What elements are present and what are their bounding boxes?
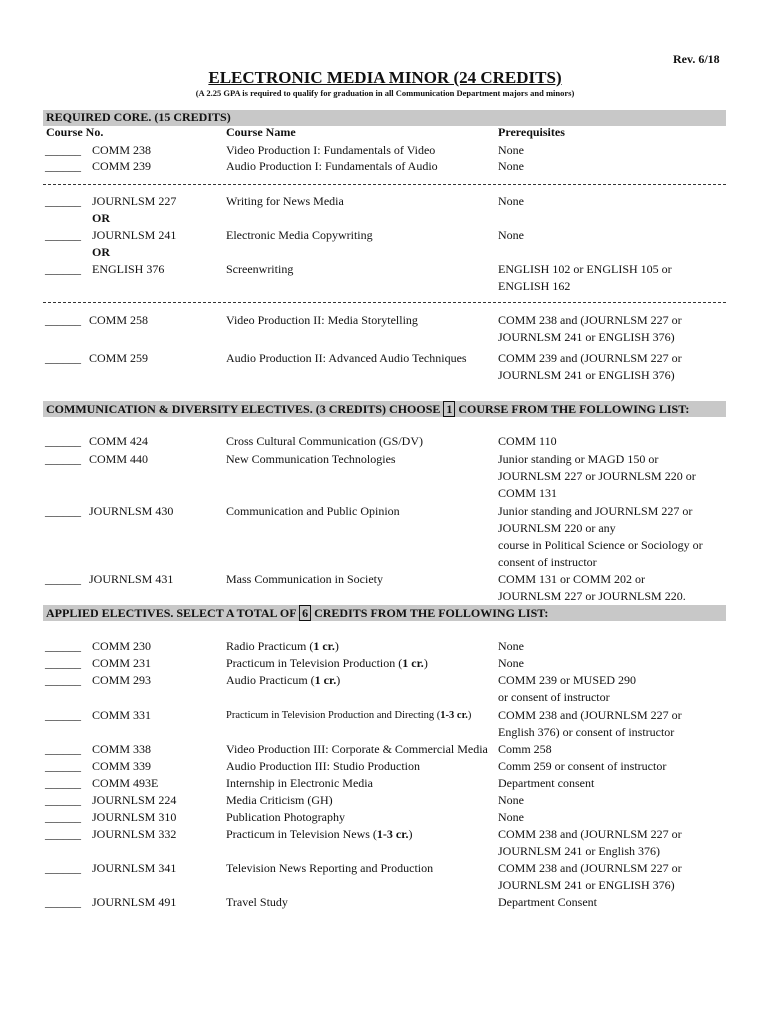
gpa-note: (A 2.25 GPA is required to qualify for graduation in all Communication Department majors and minors) <box>195 88 575 98</box>
checkbox-blank[interactable]: ______ <box>45 572 81 586</box>
course-name: Audio Production II: Advanced Audio Techniques <box>226 351 467 365</box>
prerequisite: COMM 238 and (JOURNLSM 227 or <box>498 861 682 875</box>
checkbox-blank[interactable]: ______ <box>45 228 81 242</box>
prerequisite: English 376) or consent of instructor <box>498 725 675 739</box>
prerequisite: COMM 110 <box>498 434 557 448</box>
prerequisite: JOURNLSM 227 or JOURNLSM 220 or <box>498 469 696 483</box>
course-name: Audio Practicum (1 cr.) <box>226 673 341 687</box>
course-name: Video Production I: Fundamentals of Video <box>226 143 436 157</box>
checkbox-blank[interactable]: ______ <box>45 742 81 756</box>
prerequisite: COMM 131 <box>498 486 558 500</box>
checkbox-blank[interactable]: ______ <box>45 159 81 173</box>
course-name: Publication Photography <box>226 810 345 824</box>
course-number: JOURNLSM 241 <box>92 228 177 242</box>
prerequisite: Junior standing or MAGD 150 or <box>498 452 659 466</box>
or-label: OR <box>92 245 110 259</box>
prerequisite: None <box>498 228 524 242</box>
applied-heading-pre: APPLIED ELECTIVES. SELECT A TOTAL OF <box>46 606 300 620</box>
prerequisite: None <box>498 159 524 173</box>
prerequisite: JOURNLSM 227 or JOURNLSM 220. <box>498 589 686 603</box>
applied-heading-post: CREDITS FROM THE FOLLOWING LIST: <box>311 606 549 620</box>
page-title: ELECTRONIC MEDIA MINOR (24 CREDITS) <box>208 68 562 87</box>
course-number: COMM 239 <box>92 159 152 173</box>
diversity-heading-pre: COMMUNICATION & DIVERSITY ELECTIVES. (3 CREDITS) CHOOSE <box>46 402 444 416</box>
divider <box>43 184 726 185</box>
prerequisite: Department Consent <box>498 895 597 909</box>
checkbox-blank[interactable]: ______ <box>45 708 81 722</box>
required-core-heading: REQUIRED CORE. (15 CREDITS) <box>46 110 231 124</box>
course-name: Internship in Electronic Media <box>226 776 373 790</box>
course-number: COMM 331 <box>92 708 152 722</box>
checkbox-blank[interactable]: ______ <box>45 776 81 790</box>
course-name: Practicum in Television News (1-3 cr.) <box>226 827 413 841</box>
course-number: JOURNLSM 227 <box>92 194 177 208</box>
revision-label: Rev. 6/18 <box>673 52 720 66</box>
applied-count-field[interactable]: 6 <box>299 605 311 621</box>
prerequisite: JOURNLSM 220 or any <box>498 521 616 535</box>
prerequisite: None <box>498 810 524 824</box>
applied-heading <box>46 606 548 621</box>
prerequisite: JOURNLSM 241 or ENGLISH 376) <box>498 368 675 382</box>
col-course-name: Course Name <box>226 125 296 139</box>
prerequisite: Junior standing and JOURNLSM 227 or <box>498 504 693 518</box>
checkbox-blank[interactable]: ______ <box>45 759 81 773</box>
course-name: Electronic Media Copywriting <box>226 228 373 242</box>
col-prerequisites: Prerequisites <box>498 125 565 139</box>
prerequisite: COMM 238 and (JOURNLSM 227 or <box>498 708 682 722</box>
course-name: Communication and Public Opinion <box>226 504 400 518</box>
checkbox-blank[interactable]: ______ <box>45 434 81 448</box>
prerequisite: COMM 238 and (JOURNLSM 227 or <box>498 313 682 327</box>
prerequisite: or consent of instructor <box>498 690 610 704</box>
course-number: COMM 231 <box>92 656 152 670</box>
course-name: Mass Communication in Society <box>226 572 383 586</box>
prerequisite: ENGLISH 162 <box>498 279 571 293</box>
course-name: Practicum in Television Production and Directing (1-3 cr.) <box>226 710 472 721</box>
course-number: JOURNLSM 224 <box>92 793 177 807</box>
course-number: COMM 259 <box>89 351 149 365</box>
checkbox-blank[interactable]: ______ <box>45 351 81 365</box>
course-number: COMM 440 <box>89 452 149 466</box>
prerequisite: COMM 131 or COMM 202 or <box>498 572 646 586</box>
checkbox-blank[interactable]: ______ <box>45 194 81 208</box>
course-number: JOURNLSM 341 <box>92 861 177 875</box>
prerequisite: course in Political Science or Sociology or <box>498 538 703 552</box>
course-name: Travel Study <box>226 895 288 909</box>
prerequisite: COMM 239 or MUSED 290 <box>498 673 637 687</box>
prerequisite: None <box>498 793 524 807</box>
course-name: New Communication Technologies <box>226 452 396 466</box>
course-name: Practicum in Television Production (1 cr.) <box>226 656 428 670</box>
course-number: COMM 493E <box>92 776 159 790</box>
prerequisite: COMM 238 and (JOURNLSM 227 or <box>498 827 682 841</box>
prerequisite: None <box>498 143 524 157</box>
col-course-no: Course No. <box>46 125 104 139</box>
checkbox-blank[interactable]: ______ <box>45 810 81 824</box>
course-name: Audio Production I: Fundamentals of Audio <box>226 159 438 173</box>
course-number: JOURNLSM 431 <box>89 572 174 586</box>
or-label: OR <box>92 211 110 225</box>
checkbox-blank[interactable]: ______ <box>45 793 81 807</box>
divider <box>43 302 726 303</box>
course-number: COMM 258 <box>89 313 149 327</box>
diversity-count-field[interactable]: 1 <box>443 401 455 417</box>
course-name: Video Production III: Corporate & Commercial Media <box>226 742 488 756</box>
course-name: Radio Practicum (1 cr.) <box>226 639 339 653</box>
prerequisite: Department consent <box>498 776 595 790</box>
course-number: COMM 339 <box>92 759 152 773</box>
diversity-heading-post: COURSE FROM THE FOLLOWING LIST: <box>455 402 690 416</box>
course-number: JOURNLSM 332 <box>92 827 177 841</box>
checkbox-blank[interactable]: ______ <box>45 262 81 276</box>
course-name: Cross Cultural Communication (GS/DV) <box>226 434 423 448</box>
checkbox-blank[interactable]: ______ <box>45 656 81 670</box>
course-name: Screenwriting <box>226 262 294 276</box>
checkbox-blank[interactable]: ______ <box>45 639 81 653</box>
checkbox-blank[interactable]: ______ <box>45 452 81 466</box>
prerequisite: JOURNLSM 241 or ENGLISH 376) <box>498 330 675 344</box>
course-name: Audio Production III: Studio Production <box>226 759 420 773</box>
checkbox-blank[interactable]: ______ <box>45 313 81 327</box>
prerequisite: None <box>498 656 524 670</box>
checkbox-blank[interactable]: ______ <box>45 673 81 687</box>
checkbox-blank[interactable]: ______ <box>45 861 81 875</box>
course-number: ENGLISH 376 <box>92 262 165 276</box>
prerequisite: consent of instructor <box>498 555 597 569</box>
course-number: JOURNLSM 310 <box>92 810 177 824</box>
prerequisite: ENGLISH 102 or ENGLISH 105 or <box>498 262 672 276</box>
prerequisite: Comm 258 <box>498 742 552 756</box>
prerequisite: None <box>498 194 524 208</box>
prerequisite: Comm 259 or consent of instructor <box>498 759 667 773</box>
prerequisite: COMM 239 and (JOURNLSM 227 or <box>498 351 682 365</box>
diversity-heading <box>46 402 689 417</box>
course-number: JOURNLSM 491 <box>92 895 177 909</box>
course-name: Writing for News Media <box>226 194 344 208</box>
course-number: COMM 238 <box>92 143 152 157</box>
course-number: COMM 424 <box>89 434 149 448</box>
checkbox-blank[interactable]: ______ <box>45 504 81 518</box>
course-name: Television News Reporting and Production <box>226 861 434 875</box>
prerequisite: None <box>498 639 524 653</box>
checkbox-blank[interactable]: ______ <box>45 895 81 909</box>
course-number: JOURNLSM 430 <box>89 504 174 518</box>
checkbox-blank[interactable]: ______ <box>45 143 81 157</box>
course-name: Media Criticism (GH) <box>226 793 333 807</box>
course-number: COMM 293 <box>92 673 152 687</box>
course-number: COMM 338 <box>92 742 152 756</box>
course-number: COMM 230 <box>92 639 152 653</box>
prerequisite: JOURNLSM 241 or English 376) <box>498 844 661 858</box>
course-name: Video Production II: Media Storytelling <box>226 313 418 327</box>
prerequisite: JOURNLSM 241 or ENGLISH 376) <box>498 878 675 892</box>
checkbox-blank[interactable]: ______ <box>45 827 81 841</box>
